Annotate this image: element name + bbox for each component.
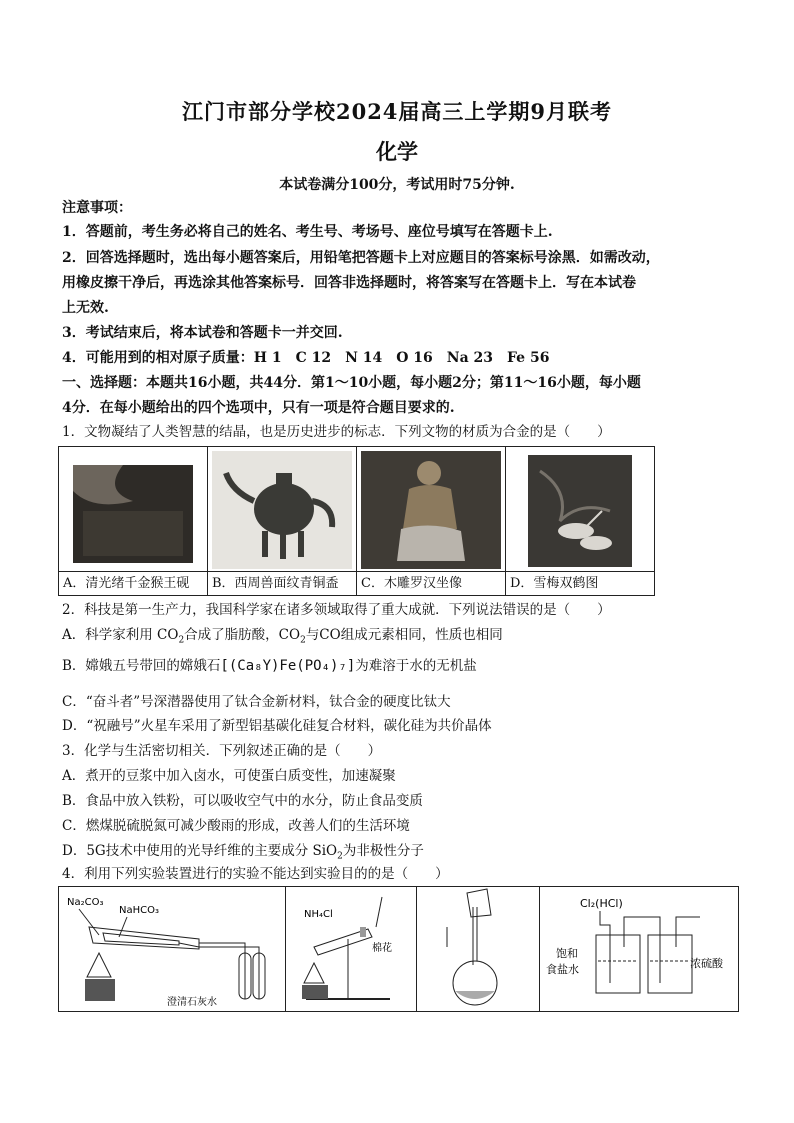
q3-d-post: 为非极性分子 [342, 843, 424, 859]
q1-option-b[interactable] [208, 447, 356, 595]
q4-apparatus-a[interactable] [59, 887, 285, 1011]
plum-cranes-image [510, 451, 650, 569]
exam-info: 本试卷满分100分，考试用时75分钟. [279, 177, 515, 193]
label-cl2: Cl₂(HCl) [580, 897, 623, 910]
q1-option-b-label: B．西周兽面纹青铜盉 [208, 571, 356, 595]
q4-apparatus-d[interactable] [540, 887, 738, 1011]
label-brine-1: 饱和 [556, 947, 578, 960]
bronze-he-image [212, 451, 352, 569]
q4-apparatus-table [58, 886, 739, 1012]
q3-option-d[interactable] [62, 841, 742, 867]
cl2-purification-diagram [540, 887, 738, 1011]
q1-options-table [58, 446, 655, 596]
subscript: 2 [178, 635, 185, 646]
q3-option-a[interactable]: A．煮开的豆浆中加入卤水，可使蛋白质变性，加速凝聚 [62, 768, 396, 784]
q3-stem: 3．化学与生活密切相关．下列叙述正确的是（ ） [62, 743, 382, 759]
q1-option-a[interactable] [59, 447, 207, 595]
q2-a-post: 与CO组成元素相同，性质也相同 [305, 627, 503, 643]
subscript: 2 [300, 635, 306, 646]
subject-title: 化学 [376, 139, 418, 164]
q2-option-d[interactable]: D．“祝融号”火星车采用了新型铝基碳化硅复合材料，碳化硅为共价晶体 [62, 718, 492, 734]
chang-e-stone-formula: [(Ca₈Y)Fe(PO₄)₇] [220, 658, 356, 674]
q1-option-c-label: C．木雕罗汉坐像 [357, 571, 505, 595]
note-2b: 用橡皮擦干净后，再选涂其他答案标号．回答非选择题时，将答案写在答题卡上．写在本试卷 [62, 275, 636, 291]
label-limewater: 澄清石灰水 [167, 997, 217, 1008]
q1-stem: 1．文物凝结了人类智慧的结晶，也是历史进步的标志．下列文物的材质为合金的是（ ） [62, 424, 611, 440]
note-3: 3．考试结束后，将本试卷和答题卡一并交回. [62, 325, 343, 341]
label-nahco3: NaHCO₃ [119, 905, 159, 916]
q2-stem: 2．科技是第一生产力，我国科学家在诸多领域取得了重大成就．下列说法错误的是（ ） [62, 602, 611, 618]
note-4: 4．可能用到的相对原子质量：H 1 C 12 N 14 O 16 Na 23 Fe 56 [62, 350, 550, 366]
q2-option-b[interactable] [62, 656, 742, 676]
q1-option-d[interactable] [506, 447, 654, 595]
note-2c: 上无效. [62, 300, 109, 316]
exam-title: 江门市部分学校2024届高三上学期9月联考 [181, 99, 613, 124]
q1-option-d-label: D．雪梅双鹤图 [506, 571, 654, 595]
label-nh4cl: NH₄Cl [304, 909, 333, 920]
nh4cl-heating-diagram [286, 887, 416, 1011]
q2-a-mid: 合成了脂肪酸，CO [184, 627, 301, 643]
label-cotton: 棉花 [372, 943, 392, 954]
volumetric-flask-diagram [417, 887, 539, 1011]
section-1a: 一、选择题：本题共16小题，共44分．第1～10小题，每小题2分；第11～16小题，每小题 [62, 375, 641, 391]
q4-apparatus-b[interactable] [286, 887, 416, 1011]
inkstone-image [63, 451, 203, 569]
section-1b: 4分．在每小题给出的四个选项中，只有一项是符合题目要求的. [62, 400, 455, 416]
label-brine-2: 食盐水 [546, 963, 579, 976]
q2-option-c[interactable]: C．“奋斗者”号深潜器使用了钛合金新材料，钛合金的硬度比钛大 [62, 694, 451, 710]
q2-b-post: 为难溶于水的无机盐 [355, 658, 477, 674]
q1-option-c[interactable] [357, 447, 505, 595]
wood-luohan-image [361, 451, 501, 569]
label-conc-h2so4: 浓硫酸 [690, 957, 723, 970]
q4-apparatus-c[interactable] [417, 887, 539, 1011]
q3-option-b[interactable]: B．食品中放入铁粉，可以吸收空气中的水分，防止食品变质 [62, 793, 423, 809]
subscript: 2 [337, 851, 343, 862]
q2-a-pre: A．科学家利用 CO [62, 627, 179, 643]
q2-b-pre: B．嫦娥五号带回的嫦娥石 [62, 658, 221, 674]
q4-stem: 4．利用下列实验装置进行的实验不能达到实验目的的是（ ） [62, 866, 449, 882]
q3-option-c[interactable]: C．燃煤脱硫脱氮可减少酸雨的形成，改善人们的生活环境 [62, 818, 410, 834]
q3-d-pre: D．5G技术中使用的光导纤维的主要成分 SiO [62, 843, 338, 859]
label-na2co3: Na₂CO₃ [67, 897, 104, 908]
note-2a: 2．回答选择题时，选出每小题答案后，用铅笔把答题卡上对应题目的答案标号涂黑．如需改动， [62, 250, 660, 266]
q1-option-a-label: A．清光绪千金猴王砚 [59, 571, 207, 595]
notes-heading: 注意事项： [62, 200, 132, 216]
q2-option-a[interactable] [62, 625, 742, 651]
note-1: 1．答题前，考生务必将自己的姓名、考生号、考场号、座位号填写在答题卡上. [62, 224, 553, 240]
nested-tube-heating-diagram [59, 887, 285, 1011]
